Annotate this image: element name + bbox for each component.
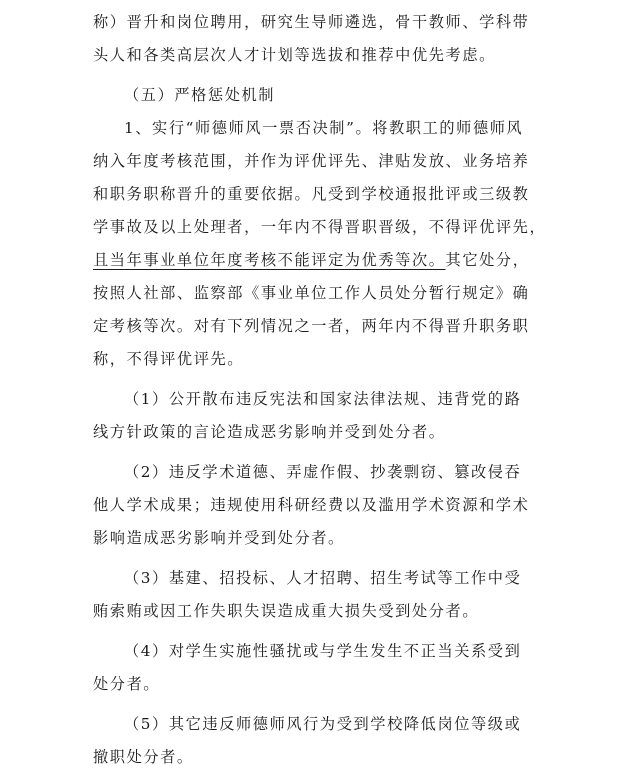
list-item-4-line-2: 处分者。 xyxy=(93,675,161,693)
list-item-5-line-2: 撤职处分者。 xyxy=(93,748,194,766)
document-body xyxy=(93,6,547,774)
section-heading: （五）严格惩处机制 xyxy=(124,86,276,104)
text-line-8 xyxy=(93,244,533,277)
list-item-3-line-1: （3）基建、招投标、人才招聘、招生考试等工作中受 xyxy=(124,569,522,587)
list-item-4-line-1: （4）对学生实施性骚扰或与学生发生不正当关系受到 xyxy=(124,642,522,660)
text-line-9: 按照人社部、监察部《事业单位工作人员处分暂行规定》确 xyxy=(93,284,530,302)
list-item-1-line-1: （1）公开散布违反宪法和国家法律法规、违背党的路 xyxy=(124,390,522,408)
list-item-5-line-1: （5）其它违反师德师风行为受到学校降低岗位等级或 xyxy=(124,715,522,733)
underlined-clause: 且当年事业单位年度考核不能评定为优秀等次。 xyxy=(93,251,446,269)
text-line-5: 纳入年度考核范围，并作为评优评先、津贴发放、业务培养 xyxy=(93,152,530,170)
text-line-11: 称，不得评优评先。 xyxy=(93,350,245,368)
list-item-1-line-2: 线方针政策的言论造成恶劣影响并受到处分者。 xyxy=(93,423,446,441)
text-line-2: 头人和各类高层次人才计划等选拔和推荐中优先考虑。 xyxy=(93,46,496,64)
text-line-7: 学事故及以上处理者，一年内不得晋职晋级，不得评优评先， xyxy=(93,218,547,236)
list-item-2-line-1: （2）违反学术道德、弄虚作假、抄袭剽窃、篡改侵吞 xyxy=(124,463,522,481)
text-line-6: 和职务职称晋升的重要依据。凡受到学校通报批评或三级教 xyxy=(93,185,530,203)
text-line-1: 称）晋升和岗位聘用，研究生导师遴选，骨干教师、学科带 xyxy=(93,13,530,31)
text-line-10: 定考核等次。对有下列情况之一者，两年内不得晋升职务职 xyxy=(93,317,530,335)
list-item-2-line-2: 他人学术成果；违规使用科研经费以及滥用学术资源和学术 xyxy=(93,496,530,514)
list-item-3-line-2: 贿索贿或因工作失职失误造成重大损失受到处分者。 xyxy=(93,602,480,620)
text-line-8-tail: 其它处分， xyxy=(445,251,530,269)
text-line-4: 1、实行“师德师风一票否决制”。将教职工的师德师风 xyxy=(124,119,524,137)
list-item-2-line-3: 影响造成恶劣影响并受到处分者。 xyxy=(93,529,345,547)
